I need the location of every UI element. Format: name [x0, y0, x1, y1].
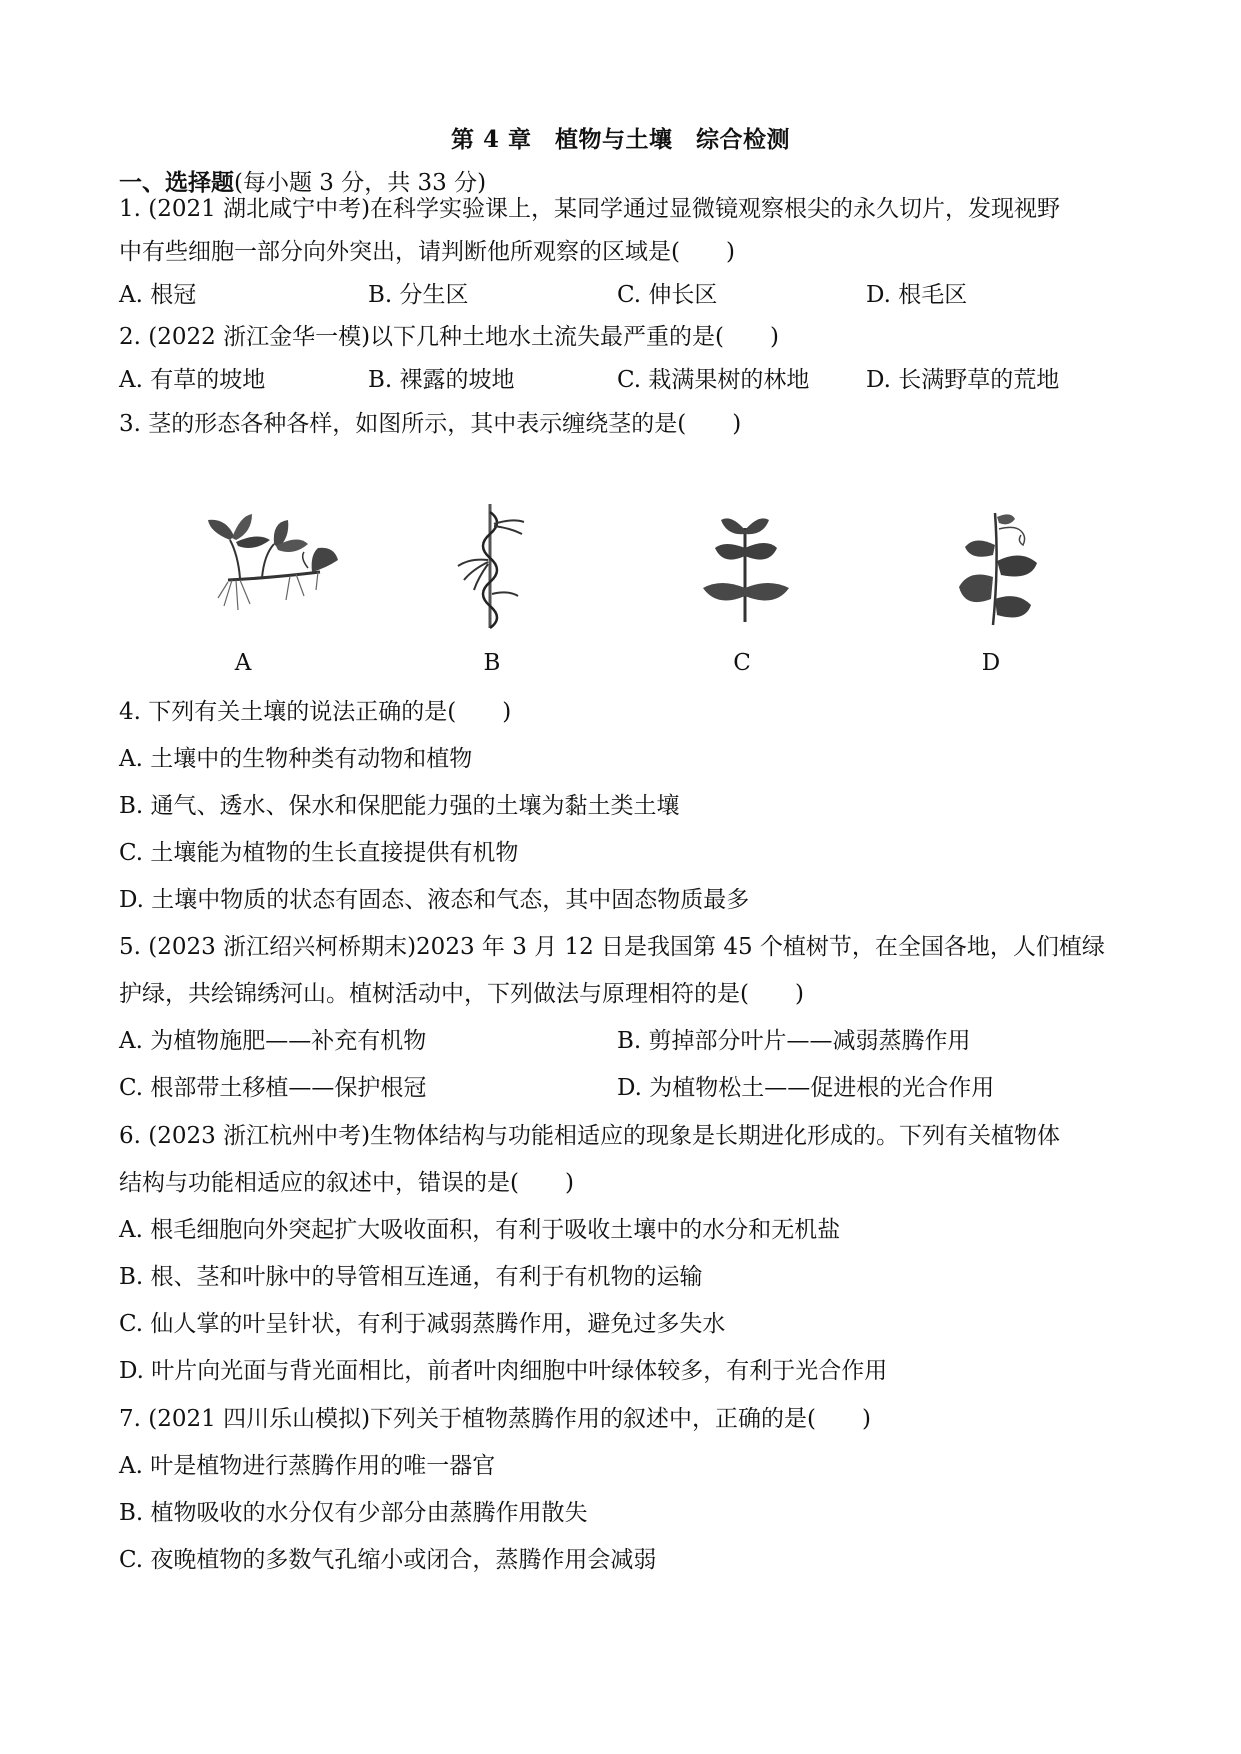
twining-stem-figure: [450, 500, 530, 635]
figure-label-b: B: [483, 650, 501, 676]
question-1-option-b: B. 分生区: [368, 282, 469, 308]
question-7-option-a: A. 叶是植物进行蒸腾作用的唯一器官: [119, 1453, 496, 1479]
question-5-line-1: 5. (2023 浙江绍兴柯桥期末)2023 年 3 月 12 日是我国第 45 个植树节，在全国各地，人们植绿: [119, 934, 1105, 960]
question-7-line-1: 7. (2021 四川乐山模拟)下列关于植物蒸腾作用的叙述中，正确的是( ): [119, 1406, 871, 1432]
question-2-option-d: D. 长满野草的荒地: [866, 367, 1060, 393]
question-1-line-2: 中有些细胞一部分向外突出，请判断他所观察的区域是( ): [119, 239, 735, 265]
question-6-option-c: C. 仙人掌的叶呈针状，有利于减弱蒸腾作用，避免过多失水: [119, 1311, 726, 1337]
page-title: 第 4 章 植物与土壤 综合检测: [450, 126, 791, 153]
question-7-option-b: B. 植物吸收的水分仅有少部分由蒸腾作用散失: [119, 1500, 588, 1526]
upright-stem-figure: [695, 510, 795, 625]
question-2-option-b: B. 裸露的坡地: [368, 367, 515, 393]
question-6-option-d: D. 叶片向光面与背光面相比，前者叶肉细胞中叶绿体较多，有利于光合作用: [119, 1358, 888, 1384]
question-4-option-c: C. 土壤能为植物的生长直接提供有机物: [119, 840, 519, 866]
question-4-option-b: B. 通气、透水、保水和保肥能力强的土壤为黏土类土壤: [119, 793, 680, 819]
question-5-option-b: B. 剪掉部分叶片——减弱蒸腾作用: [617, 1028, 971, 1054]
question-3-line-1: 3. 茎的形态各种各样，如图所示，其中表示缠绕茎的是( ): [119, 411, 742, 437]
figure-label-d: D: [981, 650, 1001, 676]
question-5-option-d: D. 为植物松土——促进根的光合作用: [617, 1075, 995, 1101]
section-heading-label: 一、选择题: [119, 169, 234, 196]
question-6-line-2: 结构与功能相适应的叙述中，错误的是( ): [119, 1170, 574, 1196]
question-5-option-a: A. 为植物施肥——补充有机物: [119, 1028, 427, 1054]
climbing-stem-figure: [955, 505, 1045, 630]
question-6-option-b: B. 根、茎和叶脉中的导管相互连通，有利于有机物的运输: [119, 1264, 703, 1290]
question-1-option-c: C. 伸长区: [617, 282, 718, 308]
question-1-option-a: A. 根冠: [119, 282, 197, 308]
question-1-option-d: D. 根毛区: [866, 282, 968, 308]
question-4-line-1: 4. 下列有关土壤的说法正确的是( ): [119, 699, 512, 725]
question-7-option-c: C. 夜晚植物的多数气孔缩小或闭合，蒸腾作用会减弱: [119, 1547, 657, 1573]
question-2-option-c: C. 栽满果树的林地: [617, 367, 810, 393]
question-5-line-2: 护绿，共绘锦绣河山。植树活动中，下列做法与原理相符的是( ): [119, 981, 804, 1007]
question-6-line-1: 6. (2023 浙江杭州中考)生物体结构与功能相适应的现象是长期进化形成的。下列有关植物体: [119, 1123, 1061, 1149]
question-6-option-a: A. 根毛细胞向外突起扩大吸收面积，有利于吸收土壤中的水分和无机盐: [119, 1217, 841, 1243]
section-note: (每小题 3 分，共 33 分): [234, 170, 487, 196]
question-4-option-d: D. 土壤中物质的状态有固态、液态和气态，其中固态物质最多: [119, 887, 750, 913]
question-1-line-1: 1. (2021 湖北咸宁中考)在科学实验课上，某同学通过显微镜观察根尖的永久切片，发现视野: [119, 196, 1061, 222]
question-5-option-c: C. 根部带土移植——保护根冠: [119, 1075, 427, 1101]
question-4-option-a: A. 土壤中的生物种类有动物和植物: [119, 746, 473, 772]
question-2-line-1: 2. (2022 浙江金华一模)以下几种土地水土流失最严重的是( ): [119, 324, 779, 350]
figure-label-c: C: [733, 650, 751, 676]
creeping-stem-figure: [200, 510, 350, 625]
figure-label-a: A: [234, 650, 252, 676]
question-2-option-a: A. 有草的坡地: [119, 367, 266, 393]
